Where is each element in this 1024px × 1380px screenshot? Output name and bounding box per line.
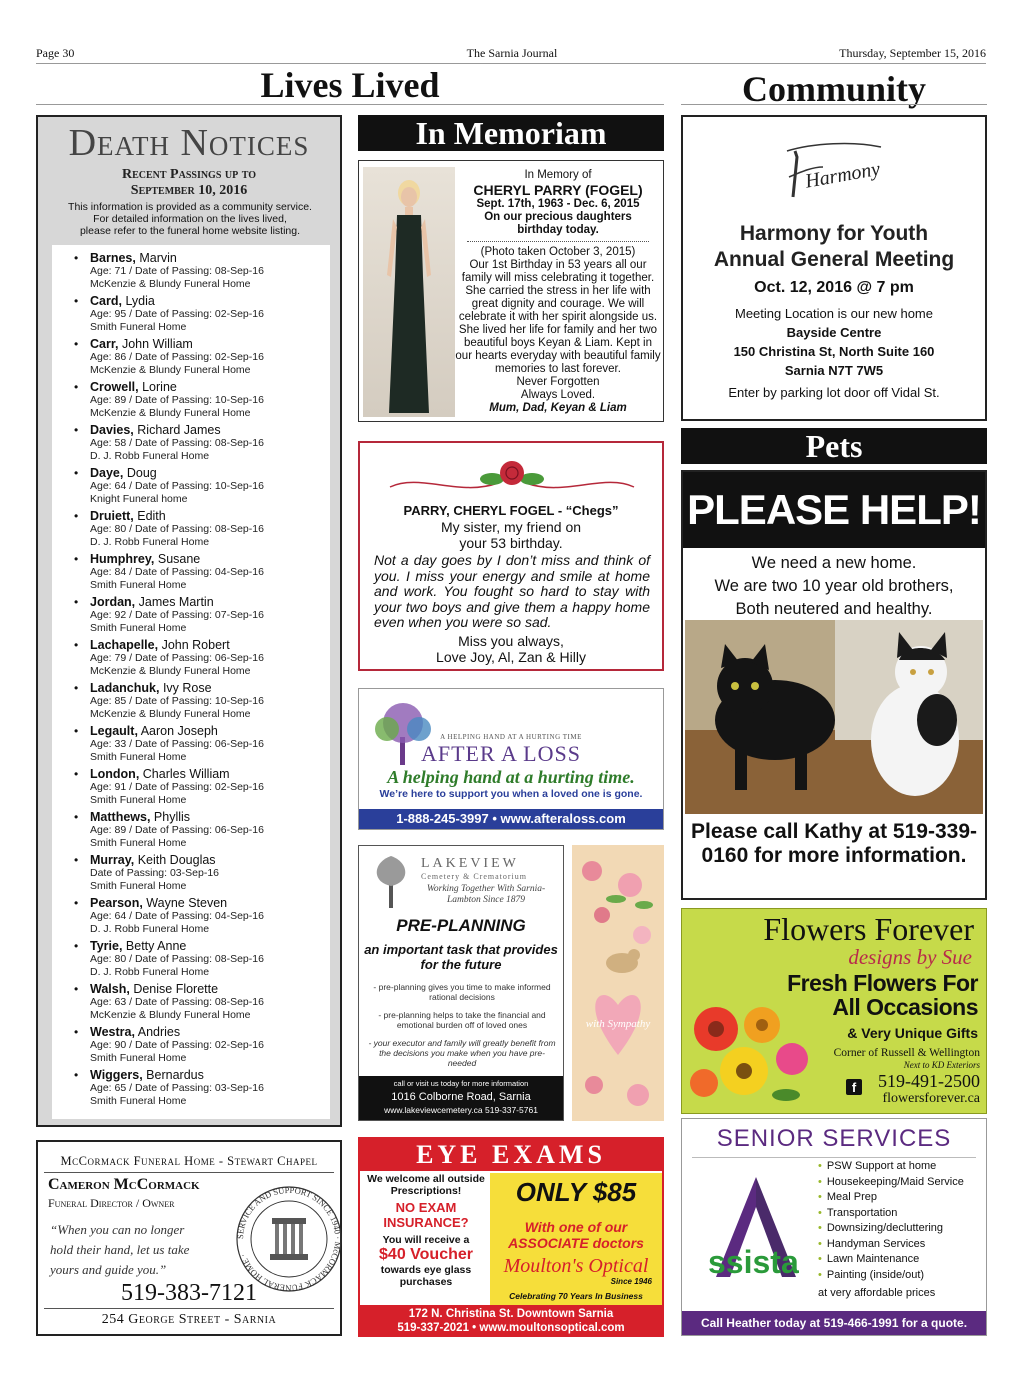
- deceased-last-name: Murray,: [90, 853, 135, 867]
- senior-service-label: Transportation: [826, 1206, 898, 1219]
- deceased-name: [90, 810, 330, 824]
- senior-service-item: [818, 1159, 964, 1175]
- death-notice-entry: [52, 810, 330, 853]
- deceased-last-name: Davies,: [90, 423, 134, 437]
- deceased-name: [90, 466, 330, 480]
- memoriam-text: [455, 169, 661, 415]
- parry-tribute: [358, 441, 664, 671]
- death-notice-entry: [52, 982, 330, 1025]
- harmony-title-2: Annual General Meeting: [713, 248, 955, 271]
- eye-towards: towards eye glass purchases: [380, 1264, 472, 1288]
- bullet-icon: •: [74, 681, 79, 695]
- lakeview-name: LAKEVIEW: [421, 856, 519, 871]
- memoriam-photo-caption: (Photo taken October 3, 2015): [480, 246, 636, 258]
- funeral-home: Smith Funeral Home: [90, 578, 187, 591]
- senior-service-label: PSW Support at home: [826, 1160, 937, 1172]
- deceased-last-name: Lachapelle,: [90, 638, 159, 652]
- bullet-icon: •: [74, 939, 79, 953]
- memoriam-dates: Sept. 17th, 1963 - Dec. 6, 2015: [476, 198, 640, 210]
- mccormack-header: McCormack Funeral Home - Stewart Chapel: [60, 1154, 318, 1168]
- deceased-last-name: Daye,: [90, 466, 124, 480]
- parry-poem: Not a day goes by I don’t miss and think of you. I miss your energy and smile at home and work. You fought so hard to stay with your two boys and give them a happy home even when you were so sad.: [374, 552, 650, 630]
- bullet-icon: •: [74, 853, 79, 867]
- harmony-entry: Enter by parking lot door off Vidal St.: [728, 385, 940, 400]
- passing-details: Age: 91 / Date of Passing: 02-Sep-16: [90, 781, 264, 793]
- tree-icon: [367, 852, 415, 910]
- memoriam-line-4: birthday today.: [517, 224, 599, 236]
- rose-flourish-icon: [380, 453, 644, 503]
- memoriam-never: Never Forgotten: [516, 376, 600, 388]
- deceased-name: [90, 552, 330, 566]
- after-a-loss-tagline-small: A HELPING HAND AT A HURTING TIME: [440, 733, 582, 741]
- senior-call-bar: Call Heather today at 519-466-1991 for a quote.: [682, 1311, 986, 1335]
- passing-details: Age: 65 / Date of Passing: 03-Sep-16: [90, 1082, 264, 1094]
- senior-services-title: SENIOR SERVICES: [716, 1125, 952, 1152]
- deceased-name: [90, 294, 330, 308]
- death-notice-entry: [52, 638, 330, 681]
- info-line-2: For detailed information on the lives lived,: [93, 213, 287, 225]
- deceased-last-name: Ladanchuk,: [90, 681, 160, 695]
- two-cats-image: [685, 620, 983, 814]
- deceased-first-name: Susane: [157, 552, 201, 566]
- deceased-name: [90, 853, 330, 867]
- funeral-home: McKenzie & Blundy Funeral Home: [90, 1008, 251, 1021]
- passing-details: Age: 85 / Date of Passing: 10-Sep-16: [90, 695, 264, 707]
- death-notices-title: Death Notices: [68, 122, 310, 164]
- after-a-loss-script: A helping hand at a hurting time.: [387, 767, 635, 787]
- mccormack-seal-logo: [234, 1184, 344, 1294]
- passing-details: Age: 95 / Date of Passing: 02-Sep-16: [90, 308, 264, 320]
- funeral-home: D. J. Robb Funeral Home: [90, 922, 210, 935]
- mccormack-rule-2: [44, 1308, 334, 1309]
- deceased-last-name: Pearson,: [90, 896, 143, 910]
- senior-service-item: [818, 1175, 964, 1191]
- deceased-name: [90, 638, 330, 652]
- section-title-lives-lived: Lives Lived: [260, 65, 440, 105]
- eye-contact: 519-337-2021 • www.moultonsoptical.com: [397, 1322, 625, 1334]
- passing-details: Age: 64 / Date of Passing: 10-Sep-16: [90, 480, 264, 492]
- bullet-icon: •: [74, 552, 79, 566]
- issue-date: Thursday, September 15, 2016: [839, 46, 986, 60]
- flowers-designs-by: designs by Sue: [848, 945, 972, 969]
- deceased-first-name: John Robert: [161, 638, 230, 652]
- senior-services-ad: [681, 1118, 987, 1336]
- deceased-name: [90, 1025, 330, 1039]
- newspaper-name: The Sarnia Journal: [466, 46, 558, 60]
- funeral-home: D. J. Robb Funeral Home: [90, 449, 210, 462]
- lakeview-sub: Cemetery & Crematorium: [421, 872, 527, 881]
- funeral-home: McKenzie & Blundy Funeral Home: [90, 277, 251, 290]
- eye-exams-title: EYE EXAMS: [360, 1139, 662, 1171]
- passing-details: Date of Passing: 03-Sep-16: [90, 867, 219, 879]
- lakeview-tagline: Working Together With Sarnia-Lambton Since 1879: [426, 884, 546, 905]
- harmony-city: Sarnia N7T 7W5: [784, 363, 884, 378]
- deceased-first-name: Andries: [137, 1025, 181, 1039]
- mccormack-quote: “When you can no longer hold their hand, let us take yours and guide you.”: [50, 1222, 190, 1277]
- senior-service-label: Meal Prep: [826, 1191, 877, 1203]
- deceased-last-name: Barnes,: [90, 251, 136, 265]
- passing-details: Age: 58 / Date of Passing: 08-Sep-16: [90, 437, 264, 449]
- deceased-name: [90, 251, 330, 265]
- deceased-name: [90, 724, 330, 738]
- deceased-first-name: Phyllis: [153, 810, 191, 824]
- pets-banner: Pets: [681, 428, 987, 464]
- harmony-title-1: Harmony for Youth: [739, 222, 929, 245]
- senior-service-label: Housekeeping/Maid Service: [826, 1175, 964, 1188]
- deceased-last-name: Jordan,: [90, 595, 136, 609]
- lakeview-preplanning: PRE-PLANNING: [396, 916, 526, 935]
- harmony-location-label: Meeting Location is our new home: [734, 306, 933, 321]
- flowers-forever-ad: [681, 908, 987, 1114]
- passing-details: Age: 90 / Date of Passing: 02-Sep-16: [90, 1039, 264, 1051]
- sympathy-floral-image: [572, 845, 664, 1121]
- death-notice-entry: [52, 380, 330, 423]
- bullet-icon: •: [74, 638, 79, 652]
- bullet-icon: •: [818, 1160, 822, 1172]
- flowers-corner: Corner of Russell & Wellington: [833, 1047, 980, 1059]
- memoriam-intro: In Memory of: [524, 169, 592, 181]
- bullet-icon: •: [818, 1268, 822, 1281]
- page-number: Page 30: [36, 46, 75, 60]
- harmony-title: [683, 221, 985, 273]
- flowers-fresh: Fresh Flowers For All Occasions: [787, 970, 978, 1020]
- section-rule-left: [36, 104, 664, 105]
- deceased-last-name: Carr,: [90, 337, 119, 351]
- deceased-name: [90, 380, 330, 394]
- harmony-date: Oct. 12, 2016 @ 7 pm: [754, 279, 914, 296]
- after-a-loss-name: AFTER A LOSS: [421, 741, 581, 766]
- death-notice-entry: [52, 767, 330, 810]
- funeral-home: Smith Funeral Home: [90, 621, 187, 634]
- section-rule-right: [681, 104, 987, 105]
- flower-bouquet-image: [686, 999, 816, 1111]
- deceased-last-name: Tyrie,: [90, 939, 123, 953]
- in-memoriam-cheryl: [358, 160, 664, 422]
- moultons-logo: Moulton's Optical: [503, 1255, 649, 1277]
- lakeview-bullet-3: - your executor and family will greatly benefit from the decisions you make when you have pre-needed: [368, 1038, 556, 1068]
- funeral-home: Smith Funeral Home: [90, 1094, 187, 1107]
- harmony-venue: Bayside Centre: [786, 325, 882, 340]
- svg-text:with Sympathy: with Sympathy: [585, 1018, 651, 1030]
- death-notice-entry: [52, 681, 330, 724]
- deceased-first-name: Doug: [126, 466, 157, 480]
- death-notices-box: [36, 115, 342, 1127]
- senior-service-label: Handyman Services: [826, 1237, 926, 1250]
- svg-text:ssista: ssista: [708, 1244, 799, 1280]
- bullet-icon: •: [74, 1025, 79, 1039]
- parry-love: Love Joy, Al, Zan & Hilly: [436, 649, 586, 665]
- mccormack-role: Funeral Director / Owner: [48, 1196, 175, 1210]
- parry-line-1: My sister, my friend on: [440, 519, 582, 535]
- funeral-home: Knight Funeral home: [90, 492, 188, 505]
- memoriam-body: Our 1st Birthday in 53 years all our family will miss celebrating it together. She carried the stress in her life with great dignity and courage. We will celebrate it with her spirit alongside us. She lived her life for family and her two beautiful boys Keyan & Liam. Kept in our hearts everyday with beautiful family memories to last forever.: [455, 259, 661, 375]
- eye-exams-footer: [360, 1305, 662, 1335]
- bullet-icon: •: [818, 1175, 822, 1188]
- parry-heading: PARRY, CHERYL FOGEL - “Chegs”: [403, 503, 619, 518]
- eye-voucher: $40 Voucher: [379, 1246, 473, 1263]
- lakeview-footer: [359, 1076, 563, 1120]
- death-notice-entry: [52, 1025, 330, 1068]
- senior-service-item: [818, 1252, 964, 1268]
- death-notice-entry: [52, 853, 330, 896]
- senior-service-label: Painting (inside/out): [826, 1268, 925, 1281]
- passing-details: Age: 33 / Date of Passing: 06-Sep-16: [90, 738, 264, 750]
- mccormack-address: 254 George Street - Sarnia: [101, 1312, 277, 1327]
- flowers-gifts: & Very Unique Gifts: [847, 1025, 978, 1041]
- mccormack-phone: 519-383-7121: [121, 1280, 257, 1306]
- deceased-first-name: Lydia: [125, 294, 155, 308]
- lakeview-bullet-1: - pre-planning gives you time to make informed rational decisions: [373, 982, 551, 1002]
- passing-details: Age: 64 / Date of Passing: 04-Sep-16: [90, 910, 264, 922]
- senior-services-list: [818, 1159, 964, 1283]
- deceased-name: [90, 1068, 330, 1082]
- deceased-first-name: John William: [121, 337, 193, 351]
- deceased-name: [90, 681, 330, 695]
- sympathy-card-ad: [572, 845, 664, 1121]
- lakeview-address: 1016 Colborne Road, Sarnia: [391, 1091, 531, 1103]
- lakeview-important: an important task that provides for the future: [364, 942, 558, 972]
- death-notices-list: [52, 245, 330, 1119]
- bullet-icon: •: [74, 509, 79, 523]
- senior-service-label: Lawn Maintenance: [826, 1253, 920, 1265]
- funeral-home: Smith Funeral Home: [90, 320, 187, 333]
- passing-details: Age: 79 / Date of Passing: 06-Sep-16: [90, 652, 264, 664]
- bullet-icon: •: [74, 337, 79, 351]
- eye-welcome: We welcome all outside Prescriptions!: [367, 1173, 485, 1197]
- woman-figure-image: [363, 167, 455, 417]
- harmony-street: 150 Christina St, North Suite 160: [733, 344, 935, 359]
- info-line-3: please refer to the funeral home website listing.: [79, 225, 301, 237]
- memoriam-signature: Mum, Dad, Keyan & Liam: [489, 402, 627, 414]
- deceased-name: [90, 423, 330, 437]
- dotted-divider: [467, 241, 649, 242]
- senior-service-item: [818, 1221, 964, 1237]
- after-a-loss-ad: [358, 688, 664, 830]
- death-notice-entry: [52, 552, 330, 595]
- funeral-home: D. J. Robb Funeral Home: [90, 965, 210, 978]
- deceased-first-name: Charles William: [142, 767, 230, 781]
- eye-exams-right: [490, 1173, 662, 1307]
- passing-details: Age: 71 / Date of Passing: 08-Sep-16: [90, 265, 264, 277]
- passing-details: Age: 89 / Date of Passing: 06-Sep-16: [90, 824, 264, 836]
- bullet-icon: •: [74, 294, 79, 308]
- eye-exams-left: [364, 1173, 488, 1288]
- death-notices-subtitle: [38, 167, 340, 199]
- bullet-icon: •: [818, 1222, 822, 1234]
- bullet-icon: •: [74, 724, 79, 738]
- funeral-home: Smith Funeral Home: [90, 879, 187, 892]
- deceased-last-name: Walsh,: [90, 982, 130, 996]
- pets-line-3: Both neutered and healthy.: [735, 600, 933, 618]
- deceased-first-name: Richard James: [137, 423, 221, 437]
- bullet-icon: •: [74, 380, 79, 394]
- bullet-icon: •: [74, 1068, 79, 1082]
- deceased-last-name: Card,: [90, 294, 122, 308]
- deceased-first-name: Aaron Joseph: [140, 724, 218, 738]
- senior-price: at very affordable prices: [818, 1287, 936, 1299]
- deceased-name: [90, 939, 330, 953]
- harmony-logo: [783, 137, 887, 207]
- facebook-icon: f: [846, 1079, 862, 1095]
- lakeview-call: call or visit us today for more information: [393, 1079, 529, 1088]
- lakeview-ad: [358, 845, 564, 1121]
- senior-rule: [692, 1157, 976, 1158]
- flowers-next-to: Next to KD Exteriors: [903, 1060, 980, 1070]
- bullet-icon: •: [74, 423, 79, 437]
- subtitle-line-1: Recent Passings up to: [121, 167, 256, 182]
- death-notice-entry: [52, 294, 330, 337]
- deceased-last-name: Westra,: [90, 1025, 135, 1039]
- funeral-home: McKenzie & Blundy Funeral Home: [90, 707, 251, 720]
- funeral-home: McKenzie & Blundy Funeral Home: [90, 664, 251, 677]
- deceased-first-name: Wayne Steven: [146, 896, 228, 910]
- in-memoriam-banner: In Memoriam: [358, 115, 664, 151]
- passing-details: Age: 86 / Date of Passing: 02-Sep-16: [90, 351, 264, 363]
- deceased-first-name: James Martin: [138, 595, 214, 609]
- after-a-loss-tagline: We’re here to support you when a loved one is gone.: [379, 788, 643, 800]
- mccormack-name: Cameron McCormack: [48, 1176, 200, 1193]
- deceased-name: [90, 595, 330, 609]
- deceased-first-name: Keith Douglas: [137, 853, 216, 867]
- eye-exams-ad: [358, 1137, 664, 1337]
- deceased-last-name: Humphrey,: [90, 552, 155, 566]
- passing-details: Age: 89 / Date of Passing: 10-Sep-16: [90, 394, 264, 406]
- deceased-name: [90, 896, 330, 910]
- eye-no-insurance: NO EXAM INSURANCE?: [383, 1200, 469, 1230]
- deceased-first-name: Betty Anne: [125, 939, 187, 953]
- deceased-first-name: Edith: [137, 509, 166, 523]
- senior-service-label: Downsizing/decluttering: [826, 1222, 944, 1234]
- passing-details: Age: 63 / Date of Passing: 08-Sep-16: [90, 996, 264, 1008]
- bullet-icon: •: [818, 1253, 822, 1265]
- parry-line-2: your 53 birthday.: [459, 535, 563, 551]
- funeral-home: Smith Funeral Home: [90, 793, 187, 806]
- deceased-first-name: Ivy Rose: [162, 681, 212, 695]
- eye-address: 172 N. Christina St. Downtown Sarnia: [408, 1308, 614, 1320]
- senior-service-item: [818, 1190, 964, 1206]
- death-notice-entry: [52, 595, 330, 638]
- deceased-name: [90, 767, 330, 781]
- funeral-home: Smith Funeral Home: [90, 750, 187, 763]
- passing-details: Age: 92 / Date of Passing: 07-Sep-16: [90, 609, 264, 621]
- memoriam-line-3: On our precious daughters: [484, 211, 632, 223]
- death-notice-entry: [52, 337, 330, 380]
- deceased-first-name: Denise Florette: [133, 982, 219, 996]
- funeral-home: McKenzie & Blundy Funeral Home: [90, 406, 251, 419]
- death-notices-info: [44, 201, 336, 237]
- death-notice-entry: [52, 724, 330, 767]
- pets-line-2: We are two 10 year old brothers,: [714, 577, 954, 595]
- deceased-first-name: Marvin: [139, 251, 177, 265]
- eye-celebrating: Celebrating 70 Years In Business: [509, 1291, 643, 1301]
- deceased-last-name: Legault,: [90, 724, 138, 738]
- svg-text:SERVICE AND SUPPORT SINCE 1940: SERVICE AND SUPPORT SINCE 1940 · McCORMACK FUNERAL HOME ·: [234, 1184, 344, 1294]
- section-title-community: Community: [741, 69, 926, 109]
- memoriam-name: CHERYL PARRY (FOGEL): [473, 182, 643, 198]
- subtitle-line-2: September 10, 2016: [130, 183, 248, 198]
- bullet-icon: •: [818, 1237, 822, 1250]
- please-help-heading: PLEASE HELP!: [683, 472, 985, 548]
- flowers-web: flowersforever.ca: [882, 1091, 980, 1106]
- cats-photo: [685, 620, 983, 814]
- passing-details: Age: 80 / Date of Passing: 08-Sep-16: [90, 523, 264, 535]
- passing-details: Age: 80 / Date of Passing: 08-Sep-16: [90, 953, 264, 965]
- death-notice-entry: [52, 466, 330, 509]
- svg-text:Harmony: Harmony: [803, 157, 882, 193]
- passing-details: Age: 84 / Date of Passing: 04-Sep-16: [90, 566, 264, 578]
- bullet-icon: •: [74, 896, 79, 910]
- senior-service-item: [818, 1268, 964, 1284]
- funeral-home: McKenzie & Blundy Funeral Home: [90, 363, 251, 376]
- deceased-last-name: Matthews,: [90, 810, 151, 824]
- mccormack-ad: [36, 1140, 342, 1336]
- bullet-icon: •: [74, 982, 79, 996]
- pets-description: [683, 552, 985, 621]
- funeral-home: Smith Funeral Home: [90, 836, 187, 849]
- memoriam-always: Always Loved.: [520, 389, 596, 401]
- harmony-youth-ad: [681, 115, 987, 421]
- deceased-last-name: Druiett,: [90, 509, 134, 523]
- parry-miss: Miss you always,: [458, 633, 564, 649]
- flowers-name: Flowers Forever: [763, 911, 974, 947]
- pets-call: Please call Kathy at 519-339-0160 for more information.: [690, 820, 977, 867]
- deceased-name: [90, 982, 330, 996]
- death-notice-entry: [52, 251, 330, 294]
- pets-ad: [681, 470, 987, 900]
- pets-line-1: We need a new home.: [751, 554, 917, 572]
- eye-since: Since 1946: [610, 1277, 652, 1286]
- bullet-icon: •: [74, 595, 79, 609]
- senior-service-item: [818, 1206, 964, 1222]
- senior-service-item: [818, 1237, 964, 1253]
- bullet-icon: •: [74, 810, 79, 824]
- bullet-icon: •: [74, 466, 79, 480]
- funeral-home: Smith Funeral Home: [90, 1051, 187, 1064]
- death-notice-entry: [52, 1068, 330, 1111]
- assista-logo: [704, 1169, 814, 1289]
- flowers-phone: 519-491-2500: [878, 1071, 980, 1091]
- lakeview-bullet-2: - pre-planning helps to take the financial and emotional burden off of loved ones: [378, 1010, 546, 1030]
- bullet-icon: •: [74, 251, 79, 265]
- cheryl-photo: [363, 167, 455, 417]
- deceased-first-name: Lorine: [142, 380, 177, 394]
- eye-price: ONLY $85: [515, 1177, 637, 1207]
- lakeview-web: www.lakeviewcemetery.ca 519-337-5761: [384, 1105, 538, 1115]
- deceased-first-name: Bernardus: [146, 1068, 204, 1082]
- deceased-name: [90, 509, 330, 523]
- bullet-icon: •: [818, 1191, 822, 1203]
- eye-receive: You will receive a: [382, 1234, 470, 1246]
- funeral-home: D. J. Robb Funeral Home: [90, 535, 210, 548]
- after-a-loss-contact: 1-888-245-3997 • www.afteraloss.com: [359, 809, 663, 829]
- mccormack-rule: [44, 1172, 334, 1173]
- death-notice-entry: [52, 896, 330, 939]
- death-notice-entry: [52, 509, 330, 552]
- deceased-last-name: Wiggers,: [90, 1068, 143, 1082]
- bullet-icon: •: [74, 767, 79, 781]
- bullet-icon: •: [818, 1206, 822, 1219]
- death-notice-entry: [52, 423, 330, 466]
- info-line-1: This information is provided as a community service.: [68, 201, 312, 213]
- deceased-last-name: Crowell,: [90, 380, 139, 394]
- deceased-last-name: London,: [90, 767, 140, 781]
- eye-associate: With one of our ASSOCIATE doctors: [508, 1219, 644, 1251]
- death-notice-entry: [52, 939, 330, 982]
- deceased-name: [90, 337, 330, 351]
